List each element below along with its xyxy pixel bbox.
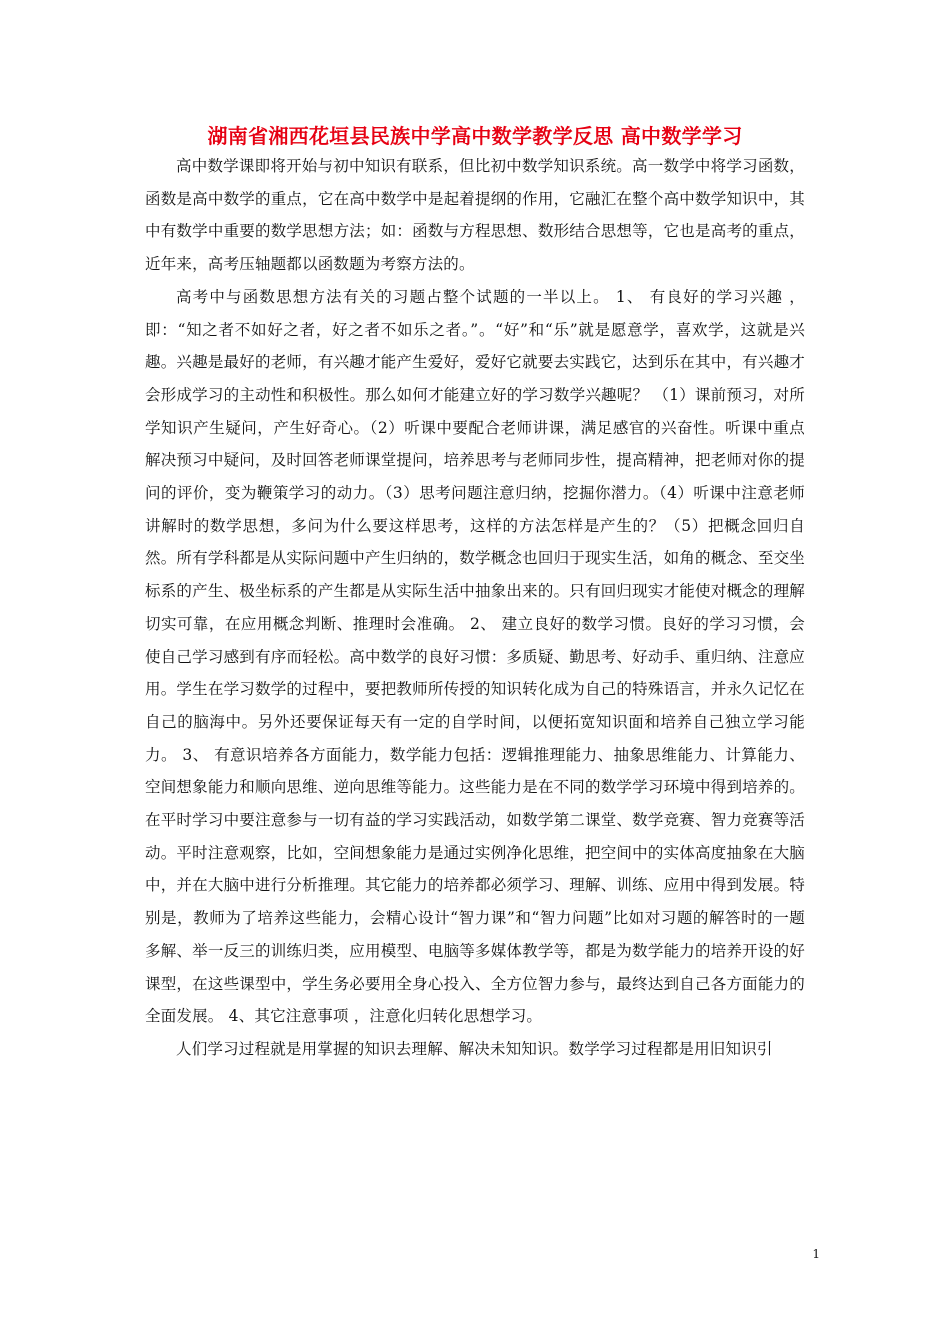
document-body [145, 150, 805, 1066]
paragraph-3: 人们学习过程就是用掌握的知识去理解、解决未知知识。数学学习过程都是用旧知识引 [176, 1039, 773, 1058]
paragraph-1: 高中数学课即将开始与初中知识有联系，但比初中数学知识系统。高一数学中将学习函数，函数是高中数学的重点，它在高中数学中是起着提纲的作用，它融汇在整个高中数学知识中，其中有数学中重要的数学思想方法；如：函数与方程思想、数形结合思想等，它也是高考的重点，近年来，高考压轴题都以函数题为考察方法的。 [145, 157, 805, 274]
paragraph-2: 高考中与函数思想方法有关的习题占整个试题的一半以上。 1、 有良好的学习兴趣 ，即：“知之者不如好之者，好之者不如乐之者。”。“好”和“乐”就是愿意学，喜欢学，这就是兴趣。兴趣是最好的老师，有兴趣才能产生爱好，爱好它就要去实践它，达到乐在其中，有兴趣才会形成学习的主动性和积极性。那么如何才能建立好的学习数学兴趣呢？ （1）课前预习，对所学知识产生疑问，产生好奇心。（2）听课中要配合老师讲课，满足感官的兴奋性。听课中重点解决预习中疑问，及时回答老师课堂提问，培养思考与老师同步性，提高精神，把老师对你的提问的评价，变为鞭策学习的动力。（3）思考问题注意归纳，挖掘你潜力。（4）听课中注意老师讲解时的数学思想，多问为什么要这样思考，这样的方法怎样是产生的？（5）把概念回归自然。所有学科都是从实际问题中产生归纳的，数学概念也回归于现实生活，如角的概念、至交坐标系的产生、极坐标系的产生都是从实际生活中抽象出来的。只有回归现实才能使对概念的理解切实可靠，在应用概念判断、推理时会准确。 2、 建立良好的数学习惯。良好的学习习惯，会使自己学习感到有序而轻松。高中数学的良好习惯：多质疑、勤思考、好动手、重归纳、注意应用。学生在学习数学的过程中，要把教师所传授的知识转化成为自己的特殊语言，并永久记忆在自己的脑海中。另外还要保证每天有一定的自学时间，以便拓宽知识面和培养自己独立学习能力。 3、 有意识培养各方面能力，数学能力包括：逻辑推理能力、抽象思维能力、计算能力、空间想象能力和顺向思维、逆向思维等能力。这些能力是在不同的数学学习环境中得到培养的。在平时学习中要注意参与一切有益的学习实践活动，如数学第二课堂、数学竞赛、智力竞赛等活动。平时注意观察，比如，空间想象能力是通过实例净化思维，把空间中的实体高度抽象在大脑中，并在大脑中进行分析推理。其它能力的培养都必须学习、理解、训练、应用中得到发展。特别是，教师为了培养这些能力，会精心设计“智力课”和“智力问题”比如对习题的解答时的一题多解、举一反三的训练归类，应用模型、电脑等多媒体教学等，都是为数学能力的培养开设的好课型，在这些课型中，学生务必要用全身心投入、全方位智力参与，最终达到自己各方面能力的全面发展。 4、其它注意事项 ，注意化归转化思想学习。 [145, 287, 805, 1026]
page-number: 1 [812, 1247, 820, 1261]
document-title: 湖南省湘西花垣县民族中学高中数学教学反思 高中数学学习 [207, 124, 743, 148]
